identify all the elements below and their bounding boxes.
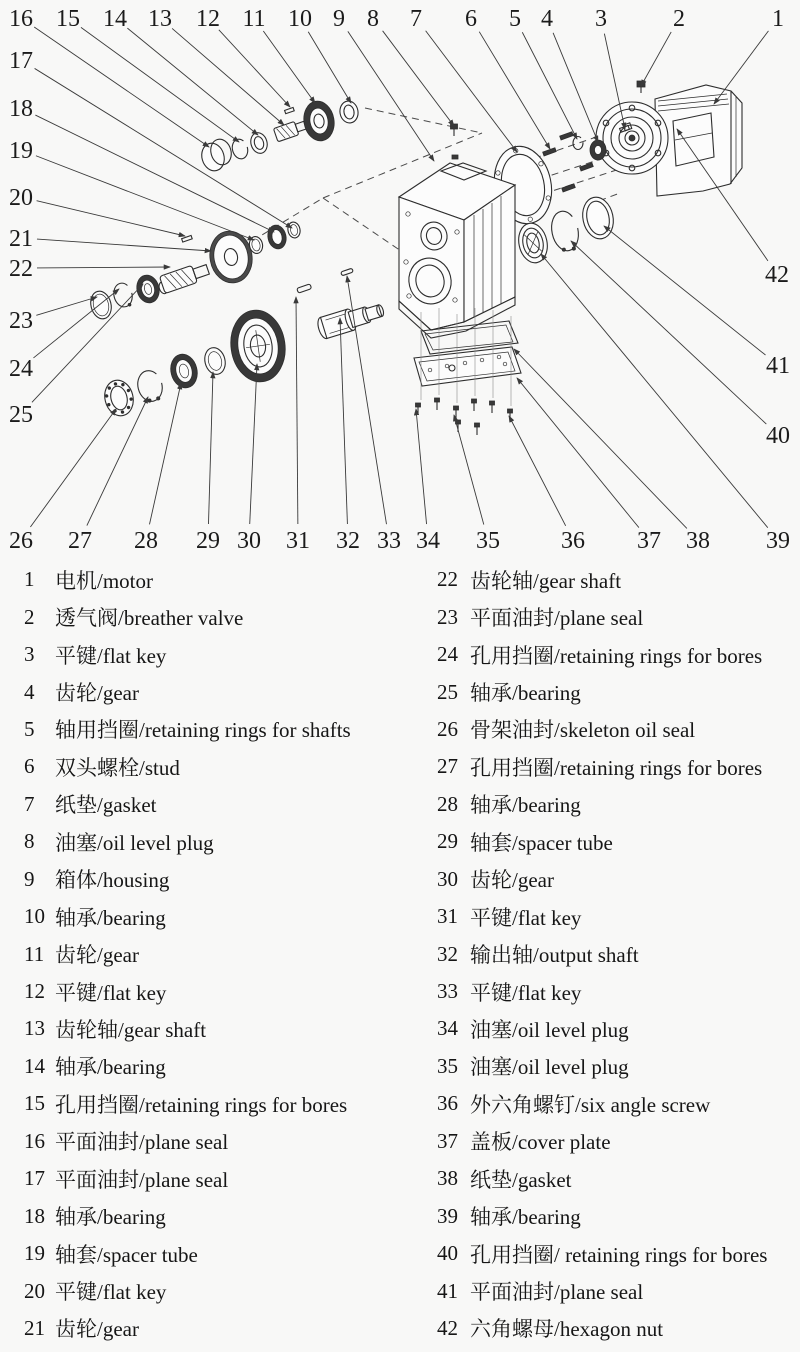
parts-list-row	[437, 636, 797, 673]
gear-shaft-13	[273, 119, 307, 142]
retaining-ring-5	[573, 137, 583, 150]
part-number: 39	[437, 1203, 458, 1228]
part-label: 孔用挡圈/retaining rings for bores	[55, 1092, 348, 1117]
exploded-diagram-svg	[0, 0, 800, 560]
parts-list-row	[437, 561, 797, 598]
breather-valve	[637, 81, 645, 93]
callout-number-6: 6	[465, 6, 477, 32]
bearing-14	[248, 131, 269, 156]
leader-line-5	[522, 32, 577, 139]
part-number: 12	[24, 979, 45, 1004]
callout-number-36: 36	[561, 528, 585, 554]
parts-list-row	[24, 973, 409, 1010]
parts-list-row	[24, 748, 409, 785]
parts-list-row	[437, 973, 797, 1010]
gear-30	[226, 307, 289, 386]
part-label: 平面油封/plane seal	[55, 1130, 229, 1155]
callout-number-31: 31	[286, 528, 310, 554]
part-number: 31	[437, 904, 458, 929]
part-number: 14	[24, 1053, 45, 1078]
leader-line-2	[641, 32, 671, 86]
housing	[399, 163, 515, 338]
motor	[596, 85, 742, 196]
part-label: 孔用挡圈/ retaining rings for bores	[470, 1242, 768, 1267]
skeleton-oil-seal-26	[101, 377, 137, 419]
leader-line-27	[87, 397, 148, 526]
part-label: 轴用挡圈/retaining rings for shafts	[55, 718, 351, 743]
callout-number-30: 30	[237, 528, 261, 554]
callout-number-42: 42	[765, 262, 789, 288]
gear-11	[301, 99, 337, 144]
part-number: 2	[24, 604, 35, 629]
plane-seal-16	[199, 141, 228, 174]
gear-21	[206, 228, 256, 287]
part-label: 电机/motor	[55, 568, 153, 593]
part-label: 轴承/bearing	[470, 793, 581, 818]
output-shaft-32	[316, 299, 387, 340]
parts-list-row	[24, 1310, 409, 1347]
part-number: 25	[437, 679, 458, 704]
parts-list-row	[24, 561, 409, 598]
callout-number-11: 11	[242, 6, 266, 32]
part-number: 16	[24, 1128, 45, 1153]
part-label: 骨架油封/skeleton oil seal	[470, 718, 696, 743]
flat-key-33	[341, 268, 354, 276]
part-number: 5	[24, 716, 35, 741]
parts-list-row	[437, 711, 797, 748]
callout-number-2: 2	[673, 6, 685, 32]
gear-shaft-22	[156, 261, 211, 295]
callout-number-38: 38	[686, 528, 710, 554]
spacer-tube-29	[202, 345, 228, 376]
leader-line-9	[348, 31, 434, 161]
part-label: 孔用挡圈/retaining rings for bores	[470, 755, 763, 780]
parts-list-row	[24, 711, 409, 748]
callout-number-28: 28	[134, 528, 158, 554]
part-number: 20	[24, 1278, 45, 1303]
part-label: 齿轮/gear	[55, 681, 139, 706]
bearing-10	[338, 100, 360, 125]
part-label: 轴承/bearing	[470, 1205, 581, 1230]
parts-list-row	[24, 861, 409, 898]
parts-list-column-right	[437, 561, 797, 1347]
leader-line-30	[250, 364, 257, 524]
parts-list-row	[437, 1272, 797, 1309]
part-number: 36	[437, 1091, 458, 1116]
callout-number-27: 27	[68, 528, 92, 554]
parts-list-row	[437, 1310, 797, 1347]
part-number: 21	[24, 1315, 45, 1340]
leader-line-41	[604, 226, 765, 355]
callout-number-29: 29	[196, 528, 220, 554]
leader-line-39	[541, 254, 768, 528]
callout-number-17: 17	[9, 48, 33, 74]
part-label: 齿轮/gear	[470, 868, 554, 893]
part-number: 9	[24, 866, 35, 891]
callout-number-24: 24	[9, 356, 33, 382]
parts-list-row	[437, 861, 797, 898]
callout-number-40: 40	[766, 423, 790, 449]
part-number: 8	[24, 829, 35, 854]
callout-number-33: 33	[377, 528, 401, 554]
part-number: 29	[437, 829, 458, 854]
retaining-ring-15	[230, 137, 250, 160]
leader-line-34	[416, 409, 427, 524]
callout-number-37: 37	[637, 528, 661, 554]
part-label: 油塞/oil level plug	[470, 1055, 629, 1080]
parts-list-row	[437, 1085, 797, 1122]
part-number: 15	[24, 1091, 45, 1116]
callout-number-5: 5	[509, 6, 521, 32]
parts-list-row	[24, 1123, 409, 1160]
leader-line-20	[37, 201, 185, 236]
leader-line-36	[509, 416, 566, 526]
part-number: 40	[437, 1241, 458, 1266]
part-label: 轴承/bearing	[470, 681, 581, 706]
parts-list-row	[437, 1160, 797, 1197]
parts-list-row	[437, 1010, 797, 1047]
part-number: 33	[437, 979, 458, 1004]
part-number: 18	[24, 1203, 45, 1228]
part-label: 平键/flat key	[55, 980, 167, 1005]
leader-line-8	[383, 31, 454, 126]
parts-list-row	[437, 786, 797, 823]
part-number: 7	[24, 791, 35, 816]
part-number: 28	[437, 791, 458, 816]
parts-list-row	[24, 1085, 409, 1122]
parts-list-row	[437, 598, 797, 635]
leader-line-10	[308, 32, 351, 103]
plane-seal-41	[579, 194, 617, 241]
bearing-18	[266, 223, 289, 250]
parts-list-row	[437, 823, 797, 860]
leader-line-31	[296, 297, 298, 524]
part-label: 纸垫/gasket	[55, 793, 157, 818]
callout-number-9: 9	[333, 6, 345, 32]
part-label: 平键/flat key	[470, 980, 582, 1005]
plane-seal-17	[286, 221, 301, 239]
parts-list-row	[24, 1272, 409, 1309]
parts-list-row	[437, 673, 797, 710]
part-label: 平键/flat key	[470, 905, 582, 930]
callout-number-23: 23	[9, 308, 33, 334]
part-label: 油塞/oil level plug	[55, 830, 214, 855]
parts-list-row	[24, 1010, 409, 1047]
part-label: 齿轮轴/gear shaft	[55, 1017, 207, 1042]
callout-number-39: 39	[766, 528, 790, 554]
part-number: 19	[24, 1241, 45, 1266]
part-label: 平键/flat key	[55, 1280, 167, 1305]
part-number: 26	[437, 716, 458, 741]
callout-number-19: 19	[9, 138, 33, 164]
part-label: 外六角螺钉/six angle screw	[470, 1092, 711, 1117]
part-label: 轴承/bearing	[55, 905, 166, 930]
part-number: 22	[437, 567, 458, 592]
callout-number-25: 25	[9, 402, 33, 428]
part-number: 3	[24, 642, 35, 667]
part-label: 孔用挡圈/retaining rings for bores	[470, 643, 763, 668]
parts-list-row	[24, 673, 409, 710]
callout-number-14: 14	[103, 6, 127, 32]
leader-line-35	[454, 415, 484, 525]
parts-list-row	[24, 636, 409, 673]
parts-list-row	[437, 1123, 797, 1160]
part-number: 32	[437, 941, 458, 966]
parts-list-row	[437, 1235, 797, 1272]
leader-line-4	[553, 33, 598, 142]
part-number: 10	[24, 904, 45, 929]
part-label: 双头螺栓/stud	[55, 755, 180, 780]
part-label: 平键/flat key	[55, 643, 167, 668]
callout-number-35: 35	[476, 528, 500, 554]
cover-screws	[416, 398, 513, 435]
part-label: 齿轮/gear	[55, 1317, 139, 1342]
callout-number-3: 3	[595, 6, 607, 32]
callout-number-26: 26	[9, 528, 33, 554]
part-label: 盖板/cover plate	[470, 1130, 611, 1155]
leader-line-6	[479, 32, 550, 149]
callout-number-20: 20	[9, 185, 33, 211]
parts-list-row	[24, 1235, 409, 1272]
parts-list-row	[24, 898, 409, 935]
part-label: 轴承/bearing	[55, 1055, 166, 1080]
leader-line-12	[219, 30, 290, 107]
part-label: 轴承/bearing	[55, 1205, 166, 1230]
part-label: 六角螺母/hexagon nut	[470, 1317, 664, 1342]
parts-list-row	[24, 823, 409, 860]
flat-key-12	[285, 107, 295, 113]
part-number: 34	[437, 1016, 458, 1041]
leader-line-23	[36, 297, 97, 315]
plane-seal-23	[88, 289, 114, 321]
part-number: 41	[437, 1278, 458, 1303]
part-number: 27	[437, 754, 458, 779]
parts-list-row	[437, 1048, 797, 1085]
part-label: 纸垫/gasket	[470, 1167, 572, 1192]
part-label: 平面油封/plane seal	[55, 1167, 229, 1192]
parts-list-row	[24, 786, 409, 823]
callout-number-4: 4	[541, 6, 553, 32]
bearing-28	[167, 351, 200, 390]
leader-line-38	[514, 349, 687, 528]
part-number: 24	[437, 642, 458, 667]
callout-number-13: 13	[148, 6, 172, 32]
callout-number-41: 41	[766, 353, 790, 379]
leader-line-29	[208, 372, 213, 524]
part-number: 17	[24, 1166, 45, 1191]
leader-line-16	[34, 27, 209, 147]
parts-list-row	[24, 598, 409, 635]
part-number: 1	[24, 567, 35, 592]
parts-list-row	[437, 898, 797, 935]
part-label: 油塞/oil level plug	[470, 1017, 629, 1042]
retaining-ring-27	[135, 368, 166, 404]
part-number: 35	[437, 1053, 458, 1078]
part-number: 6	[24, 754, 35, 779]
oil-plug-on-housing	[452, 155, 458, 159]
leader-line-26	[30, 409, 116, 527]
parts-list-row	[24, 1197, 409, 1234]
callout-number-15: 15	[56, 6, 80, 32]
part-label: 齿轮轴/gear shaft	[470, 568, 622, 593]
leader-line-15	[81, 27, 239, 142]
parts-list-row	[24, 1160, 409, 1197]
callout-number-1: 1	[772, 6, 784, 32]
leader-line-32	[340, 318, 347, 524]
part-label: 箱体/housing	[55, 868, 170, 893]
leader-line-18	[35, 115, 274, 232]
part-number: 23	[437, 604, 458, 629]
parts-list-row	[437, 748, 797, 785]
callout-number-22: 22	[9, 256, 33, 282]
part-label: 轴套/spacer tube	[470, 830, 613, 855]
leader-line-37	[517, 378, 639, 528]
part-label: 齿轮/gear	[55, 943, 139, 968]
part-label: 透气阀/breather valve	[55, 606, 244, 631]
gear-4	[590, 140, 606, 160]
parts-list-row	[24, 935, 409, 972]
part-number: 13	[24, 1016, 45, 1041]
parts-list-column-left	[24, 561, 409, 1347]
callout-number-8: 8	[367, 6, 379, 32]
parts-list-row	[24, 1048, 409, 1085]
callout-number-21: 21	[9, 226, 33, 252]
leader-line-11	[263, 31, 315, 103]
part-label: 输出轴/output shaft	[470, 943, 639, 968]
part-label: 平面油封/plane seal	[470, 1280, 644, 1305]
callout-number-10: 10	[288, 6, 312, 32]
callout-number-7: 7	[410, 6, 422, 32]
callout-number-32: 32	[336, 528, 360, 554]
part-label: 平面油封/plane seal	[470, 606, 644, 631]
flat-key-31	[297, 284, 312, 293]
flat-key-20	[182, 235, 193, 242]
leader-line-28	[149, 383, 181, 524]
callout-number-16: 16	[9, 6, 33, 32]
part-number: 4	[24, 679, 35, 704]
part-label: 轴套/spacer tube	[55, 1242, 198, 1267]
part-number: 38	[437, 1166, 458, 1191]
parts-list-row	[437, 1197, 797, 1234]
leader-line-1	[714, 31, 768, 104]
leader-line-14	[127, 28, 258, 135]
parts-list-row	[437, 935, 797, 972]
leader-line-22	[37, 267, 170, 268]
callout-number-34: 34	[416, 528, 440, 554]
callout-number-18: 18	[9, 96, 33, 122]
leader-line-7	[426, 31, 517, 152]
part-number: 37	[437, 1128, 458, 1153]
part-number: 42	[437, 1315, 458, 1340]
part-number: 11	[24, 941, 45, 966]
callout-number-12: 12	[196, 6, 220, 32]
part-number: 30	[437, 866, 458, 891]
exploded-diagram	[0, 0, 800, 560]
